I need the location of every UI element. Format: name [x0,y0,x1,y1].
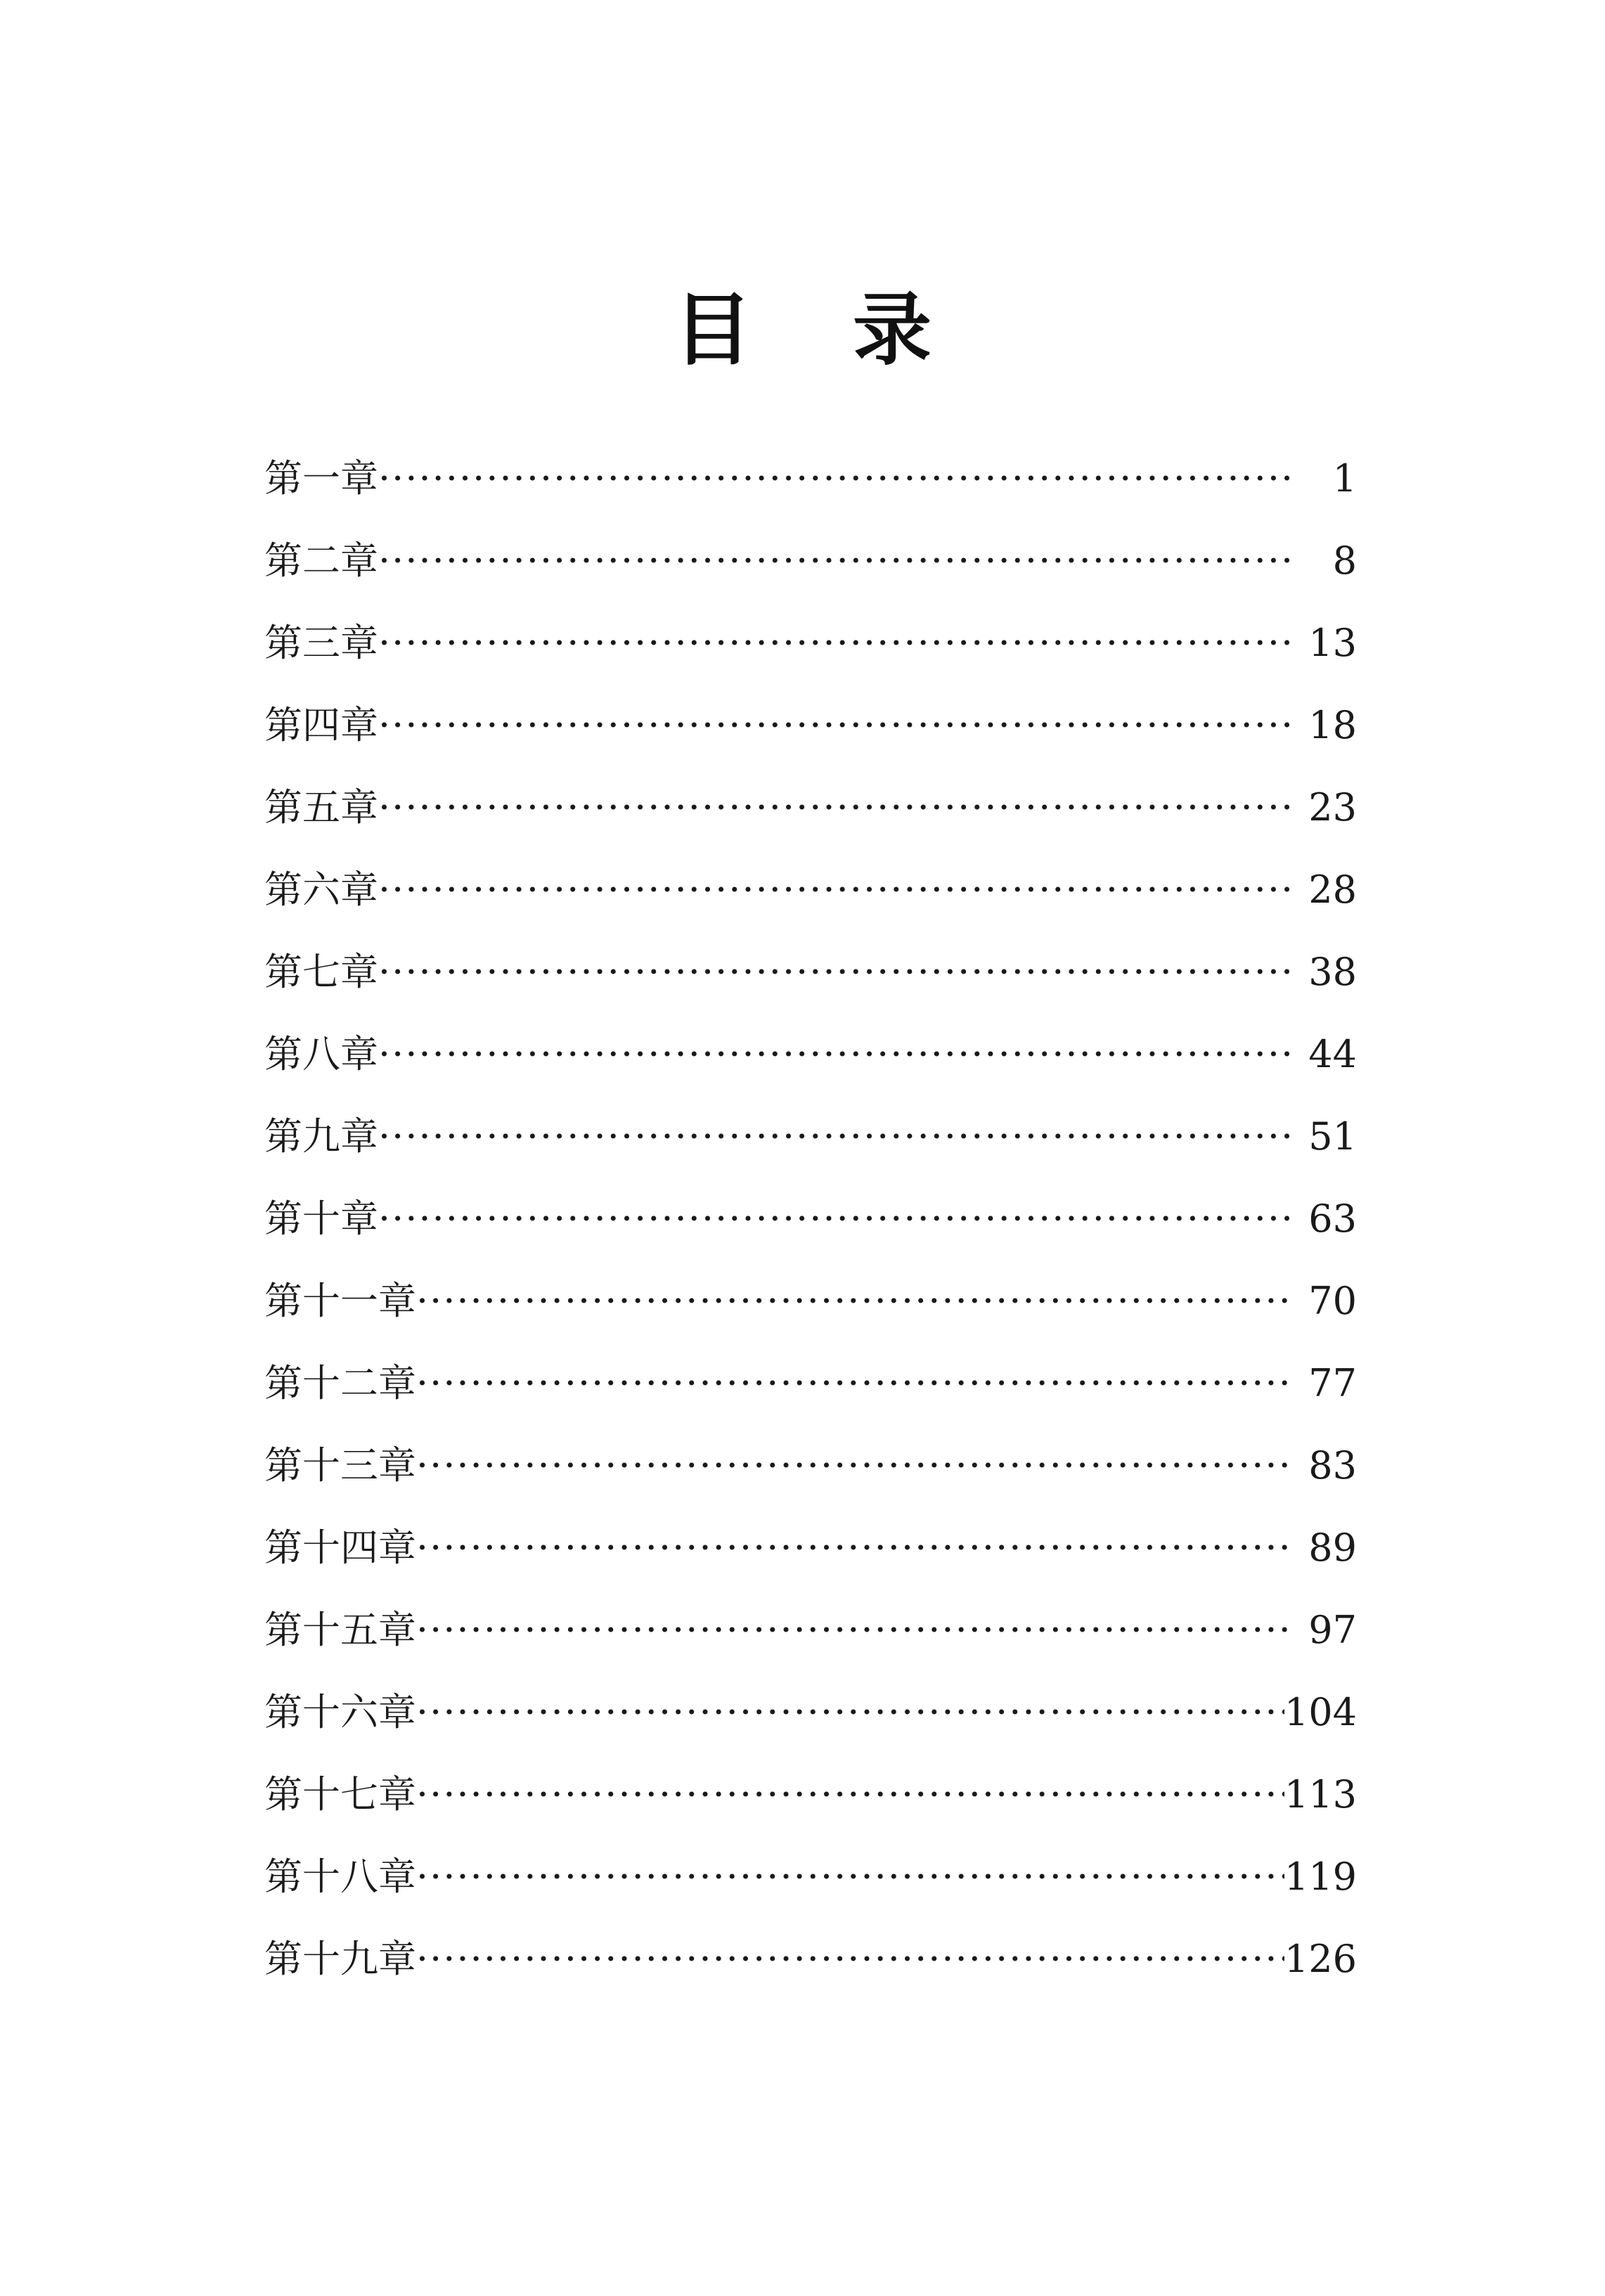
toc-entry[interactable] [264,1342,1357,1424]
toc-entry[interactable] [264,1260,1357,1342]
toc-entry[interactable] [264,1178,1357,1260]
toc-leader-dots [416,1507,1289,1589]
toc-leader-dots [416,1671,1284,1753]
toc-page-number: 104 [1284,1690,1357,1734]
toc-entry[interactable] [264,1507,1357,1589]
toc-page-number: 44 [1308,1032,1357,1076]
toc-leader-dots [378,602,1289,684]
toc-leader-dots [416,1836,1284,1918]
toc-leader-dots [378,849,1289,931]
toc-entry[interactable] [264,1095,1357,1178]
toc-leader-dots [416,1424,1289,1507]
toc-page-number: 8 [1332,538,1357,583]
toc-page-number: 38 [1308,950,1357,994]
toc-chapter-label: 第一章 [264,456,378,501]
toc-leader-dots [416,1589,1289,1671]
toc-chapter-label: 第八章 [264,1032,378,1076]
toc-leader-dots [378,1013,1289,1095]
table-of-contents [264,437,1357,2000]
toc-leader-dots [378,437,1289,520]
toc-page-number: 126 [1284,1937,1357,1981]
toc-entry[interactable] [264,766,1357,849]
toc-page-number: 18 [1308,703,1357,747]
toc-chapter-label: 第十五章 [264,1608,416,1652]
toc-entry[interactable] [264,849,1357,931]
toc-leader-dots [378,520,1289,602]
toc-chapter-label: 第十八章 [264,1855,416,1899]
toc-entry[interactable] [264,602,1357,684]
toc-entry[interactable] [264,1836,1357,1918]
toc-chapter-label: 第十一章 [264,1279,416,1323]
toc-leader-dots [378,1178,1289,1260]
toc-page-number: 63 [1308,1197,1357,1241]
toc-leader-dots [378,766,1289,849]
toc-chapter-label: 第十九章 [264,1937,416,1981]
toc-leader-dots [378,684,1289,766]
toc-chapter-label: 第十三章 [264,1443,416,1488]
toc-entry[interactable] [264,1589,1357,1671]
toc-page-number: 77 [1308,1361,1357,1405]
toc-chapter-label: 第七章 [264,950,378,994]
toc-chapter-label: 第九章 [264,1114,378,1159]
toc-leader-dots [416,1342,1289,1424]
toc-page-number: 70 [1308,1279,1357,1323]
toc-page-number: 23 [1308,785,1357,830]
toc-leader-dots [416,1918,1284,2000]
toc-chapter-label: 第四章 [264,703,378,747]
toc-page-number: 83 [1308,1443,1357,1488]
toc-entry[interactable] [264,1918,1357,2000]
toc-page-number: 1 [1332,456,1357,501]
toc-chapter-label: 第十七章 [264,1772,416,1817]
toc-leader-dots [378,1095,1289,1178]
toc-page-number: 119 [1284,1855,1357,1899]
toc-entry[interactable] [264,684,1357,766]
toc-leader-dots [416,1753,1284,1836]
toc-chapter-label: 第五章 [264,785,378,830]
toc-entry[interactable] [264,1424,1357,1507]
toc-page-number: 89 [1308,1526,1357,1570]
toc-chapter-label: 第十四章 [264,1526,416,1570]
toc-entry[interactable] [264,931,1357,1013]
toc-page-number: 113 [1284,1772,1357,1817]
toc-chapter-label: 第三章 [264,621,378,665]
toc-entry[interactable] [264,520,1357,602]
toc-leader-dots [416,1260,1289,1342]
toc-page-number: 28 [1308,868,1357,912]
toc-page-number: 51 [1308,1114,1357,1159]
toc-chapter-label: 第十章 [264,1197,378,1241]
toc-entry[interactable] [264,1013,1357,1095]
toc-entry[interactable] [264,1671,1357,1753]
toc-entry[interactable] [264,437,1357,520]
toc-page-number: 97 [1308,1608,1357,1652]
toc-entry[interactable] [264,1753,1357,1836]
toc-chapter-label: 第十六章 [264,1690,416,1734]
toc-chapter-label: 第二章 [264,538,378,583]
toc-chapter-label: 第十二章 [264,1361,416,1405]
toc-chapter-label: 第六章 [264,868,378,912]
page-title: 目 录 [673,285,968,376]
toc-page-number: 13 [1308,621,1357,665]
toc-leader-dots [378,931,1289,1013]
